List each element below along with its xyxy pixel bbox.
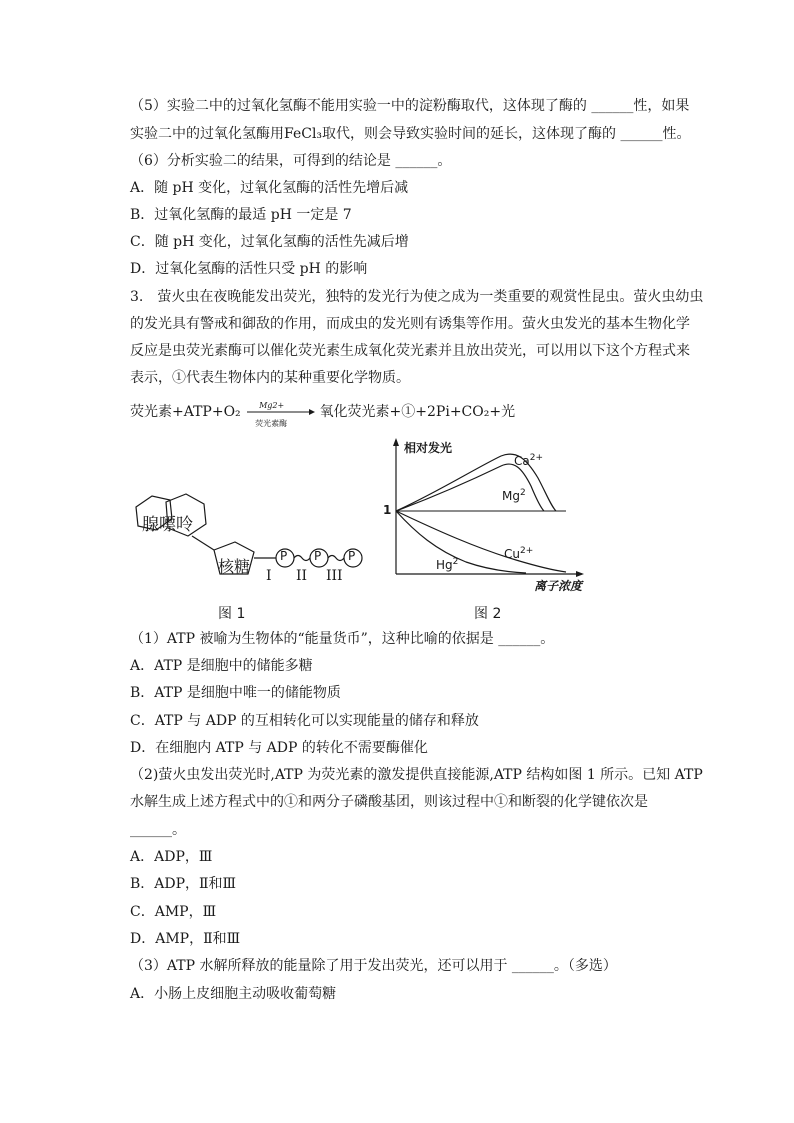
q1-option-b: B．ATP 是细胞中唯一的储能物质 — [130, 685, 341, 701]
q5-line2: 实验二中的过氧化氢酶用FeCl₃取代，则会导致实验时间的延长，这体现了酶的 ______性。 — [130, 126, 691, 142]
q6-option-d: D．过氧化氢酶的活性只受 pH 的影响 — [130, 261, 368, 277]
equation-right: 氧化荧光素+①+2Pi+CO₂+光 — [319, 404, 516, 420]
series-label-cu: $Cu^{2+}$ — [504, 546, 534, 561]
q2-stem-line3: ______。 — [130, 822, 186, 838]
q3-intro-line1: 3. 萤火虫在夜晚能发出荧光，独特的发光行为使之成为一类重要的观赏性昆虫。萤火虫幼虫 — [130, 289, 704, 305]
q2-option-d: D．AMP，Ⅱ和Ⅲ — [130, 931, 241, 947]
phosphate-label-3: P — [348, 549, 356, 563]
series-cu-line — [396, 511, 566, 572]
q1-option-a: A．ATP 是细胞中的储能多糖 — [130, 658, 313, 674]
q3-stem: （3）ATP 水解所释放的能量除了用于发出荧光，还可以用于 ______。（多选） — [130, 958, 617, 974]
q2-stem-line1: （2)萤火虫发出荧光时,ATP 为荧光素的激发提供直接能源,ATP 结构如图 1 所示。已知 ATP — [130, 767, 703, 783]
bond-label-1: I — [266, 568, 272, 584]
q2-option-c: C．AMP，Ⅲ — [130, 904, 217, 920]
bond-label-2: II — [296, 568, 308, 584]
ribose-label: 核糖 — [218, 557, 251, 576]
y-axis-label: 相对发光 — [404, 441, 453, 455]
q2-stem-line2: 水解生成上述方程式中的①和两分子磷酸基团，则该过程中①和断裂的化学键依次是 — [130, 794, 648, 810]
series-label-ca: $Ca^{2+}$ — [514, 453, 544, 468]
x-axis-label: 离子浓度 — [534, 579, 583, 593]
q6-option-c: C．随 pH 变化，过氧化氢酶的活性先减后增 — [130, 234, 409, 250]
equation — [130, 401, 516, 428]
series-label-hg: Hg$^2$ — [436, 557, 459, 572]
q6-stem: （6）分析实验二的结果，可得到的结论是 ______。 — [130, 153, 452, 169]
figure1-caption: 图 1 — [218, 606, 246, 622]
equation-left: 荧光素+ATP+O₂ — [130, 404, 241, 420]
equation-arrow — [245, 401, 315, 428]
figure2-caption: 图 2 — [474, 606, 502, 622]
phosphate-label-2: P — [314, 549, 322, 563]
q2-option-b: B．ADP，Ⅱ和Ⅲ — [130, 876, 237, 892]
q1-stem: （1）ATP 被喻为生物体的“能量货币”，这种比喻的依据是 ______。 — [130, 631, 555, 647]
adenine-label: 腺嘌呤 — [142, 515, 193, 535]
q1-option-c: C．ATP 与 ADP 的互相转化可以实现能量的储存和释放 — [130, 713, 479, 729]
y-tick-1: 1 — [383, 503, 392, 517]
equation-catalyst-enzyme: 荧光素酶 — [255, 419, 288, 428]
q3-intro-line4: 表示，①代表生物体内的某种重要化学物质。 — [130, 370, 410, 386]
q2-option-a: A．ADP，Ⅲ — [130, 849, 213, 865]
equation-catalyst-ion: Mg2+ — [259, 401, 285, 410]
q3-intro-line3: 反应是虫荧光素酶可以催化荧光素生成氧化荧光素并且放出荧光，可以用以下这个方程式来 — [130, 343, 690, 359]
q6-option-b: B．过氧化氢酶的最适 pH 一定是 7 — [130, 207, 352, 223]
figure2-chart — [376, 438, 586, 598]
phosphate-label-1: P — [280, 549, 288, 563]
bond-label-3: III — [326, 568, 343, 584]
q3-option-a: A．小肠上皮细胞主动吸收葡萄糖 — [130, 986, 337, 1002]
q6-option-a: A．随 pH 变化，过氧化氢酶的活性先增后减 — [130, 180, 409, 196]
q1-option-d: D．在细胞内 ATP 与 ADP 的转化不需要酶催化 — [130, 740, 428, 756]
q5-line1: （5）实验二中的过氧化氢酶不能用实验一中的淀粉酶取代，这体现了酶的 ______性，如果 — [130, 98, 690, 114]
q3-intro-line2: 的发光具有警戒和御敌的作用，而成虫的发光则有诱集等作用。萤火虫发光的基本生物化学 — [130, 316, 690, 332]
series-label-mg: Mg$^2$ — [502, 488, 526, 503]
